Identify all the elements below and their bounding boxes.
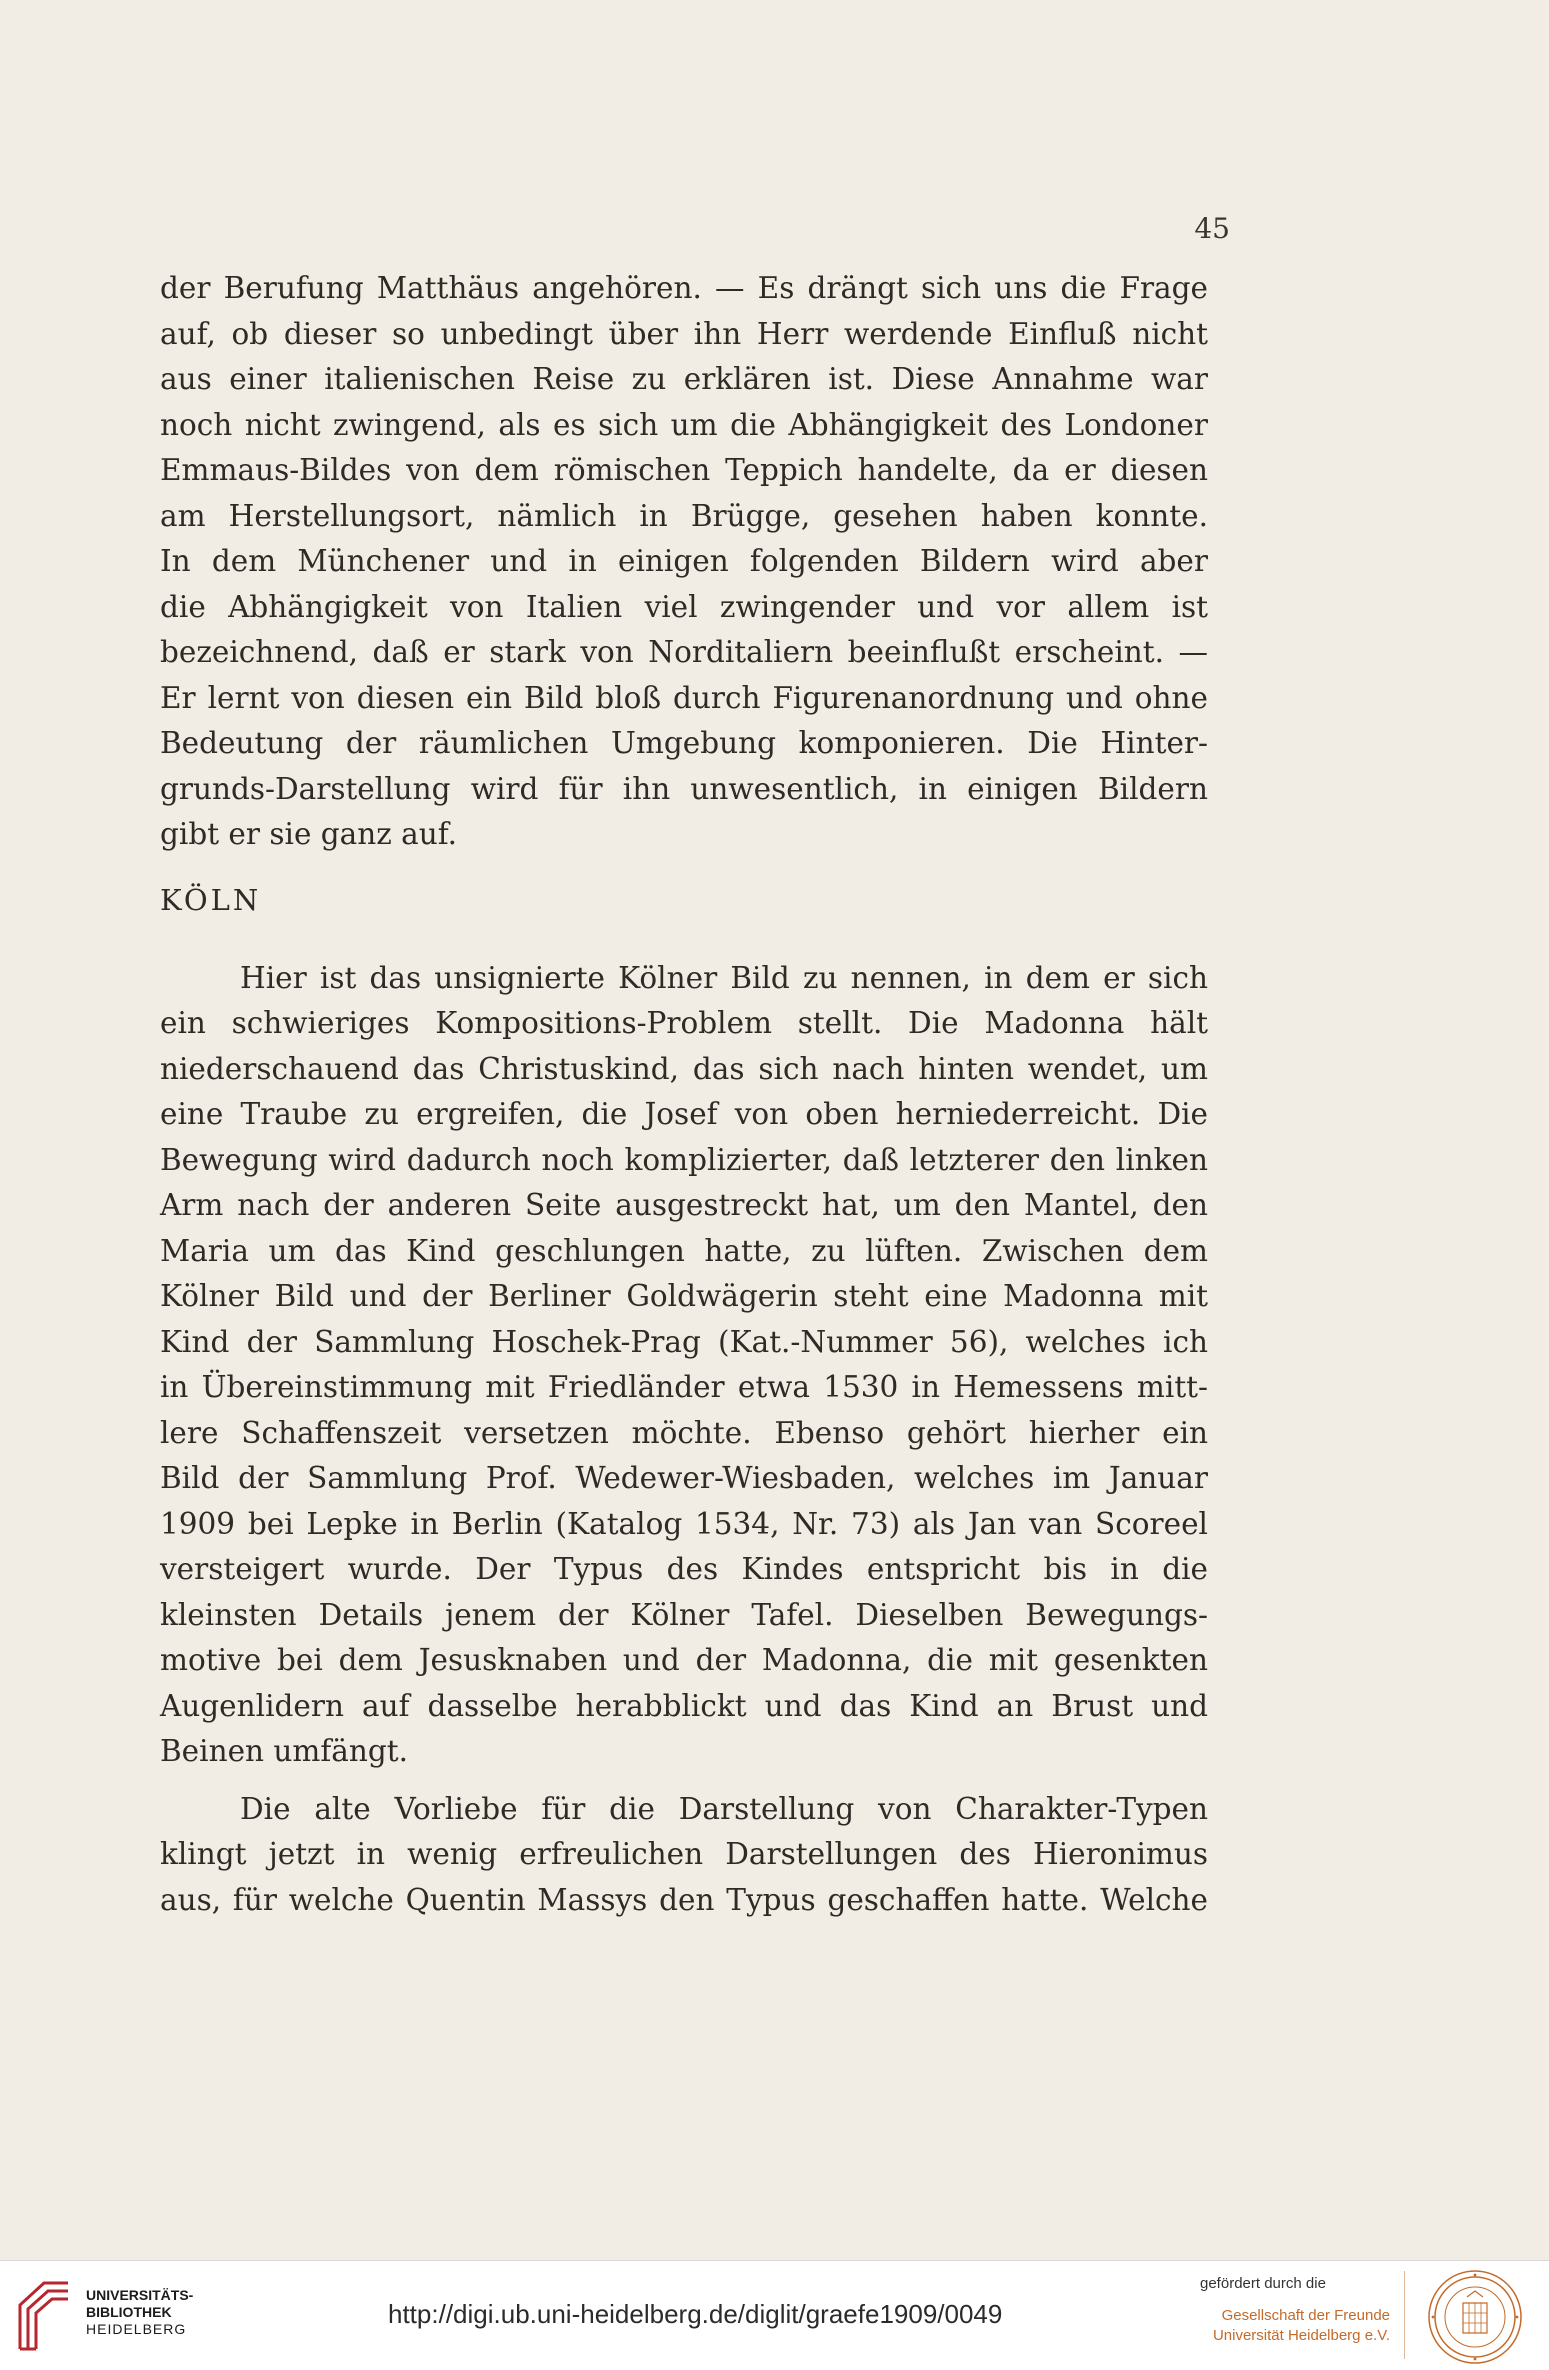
text-line: Bild der Sammlung Prof. Wedewer-Wiesbaden, welches im Januar bbox=[160, 1461, 1208, 1495]
text-line: Kölner Bild und der Berliner Goldwägerin steht eine Madonna mit bbox=[160, 1279, 1208, 1313]
text-line: der Berufung Matthäus angehören. — Es drängt sich uns die Frage bbox=[160, 271, 1208, 305]
library-name-line1: UNIVERSITÄTS- bbox=[86, 2287, 194, 2303]
text-line: niederschauend das Christuskind, das sich nach hinten wendet, um bbox=[160, 1051, 1208, 1086]
page-number: 45 bbox=[1194, 212, 1230, 245]
text-line: ein schwieriges Kompositions-Problem stellt. Die Madonna hält bbox=[160, 1006, 1208, 1040]
sponsor-name-line1: Gesellschaft der Freunde bbox=[1221, 2307, 1390, 2324]
text-line: aus einer italienischen Reise zu erklären ist. Diese Annahme war bbox=[160, 362, 1208, 396]
sponsor-name-line2: Universität Heidelberg e.V. bbox=[1212, 2327, 1390, 2344]
text-line: versteigert wurde. Der Typus des Kindes entspricht bis in die bbox=[160, 1552, 1208, 1586]
text-line: In dem Münchener und in einigen folgenden Bildern wird aber bbox=[160, 544, 1208, 578]
text-line: die Abhängigkeit von Italien viel zwingender und vor allem ist bbox=[160, 589, 1208, 624]
text-line: motive bei dem Jesusknaben und der Madonna, die mit gesenkten bbox=[160, 1643, 1208, 1677]
text-line: am Herstellungsort, nämlich in Brügge, gesehen haben konnte. bbox=[160, 498, 1208, 533]
permalink-url[interactable]: http://digi.ub.uni-heidelberg.de/diglit/graefe1909/0049 bbox=[388, 2299, 1003, 2329]
text-line: klingt jetzt in wenig erfreulichen Darstellungen des Hieronimus bbox=[160, 1837, 1208, 1871]
text-line: bezeichnend, daß er stark von Norditaliern beeinflußt erscheint. — bbox=[160, 635, 1208, 669]
text-line: Maria um das Kind geschlungen hatte, zu lüften. Zwischen dem bbox=[160, 1233, 1208, 1268]
text-line: noch nicht zwingend, als es sich um die Abhängigkeit des Londoner bbox=[160, 407, 1208, 442]
text-line: Er lernt von diesen ein Bild bloß durch Figurenanordnung und ohne bbox=[160, 680, 1208, 715]
footer-divider bbox=[1404, 2271, 1405, 2359]
text-line: kleinsten Details jenem der Kölner Tafel. Dieselben Bewegungs- bbox=[160, 1597, 1208, 1632]
text-line: Emmaus-Bildes von dem römischen Teppich handelte, da er diesen bbox=[160, 453, 1208, 487]
text-line: aus, für welche Quentin Massys den Typus geschaffen hatte. Welche bbox=[160, 1882, 1208, 1917]
text-line: Bewegung wird dadurch noch komplizierter, daß letzterer den linken bbox=[160, 1142, 1208, 1177]
sponsor-label: gefördert durch die bbox=[1200, 2275, 1326, 2292]
sponsor-block bbox=[1190, 2275, 1390, 2346]
text-line: in Übereinstimmung mit Friedländer etwa 1530 in Hemessens mitt- bbox=[160, 1370, 1208, 1404]
library-name-line3: HEIDELBERG bbox=[86, 2321, 187, 2337]
footer-bar bbox=[0, 2260, 1549, 2370]
paragraph-1 bbox=[160, 266, 1208, 858]
section-heading: KÖLN bbox=[160, 882, 262, 917]
text-line: eine Traube zu ergreifen, die Josef von oben herniederreicht. Die bbox=[160, 1097, 1208, 1131]
text-line: 1909 bei Lepke in Berlin (Katalog 1534, Nr. 73) als Jan van Scoreel bbox=[160, 1506, 1208, 1541]
body-text bbox=[160, 266, 1208, 1923]
text-line: Augenlidern auf dasselbe herabblickt und das Kind an Brust und bbox=[160, 1688, 1208, 1723]
text-line: Arm nach der anderen Seite ausgestreckt hat, um den Mantel, den bbox=[160, 1188, 1208, 1222]
text-line: grunds-Darstellung wird für ihn unwesentlich, in einigen Bildern bbox=[160, 771, 1208, 806]
university-seal-icon bbox=[1425, 2267, 1525, 2367]
text-line: Hier ist das unsignierte Kölner Bild zu nennen, in dem er sich bbox=[240, 960, 1208, 995]
text-line: Die alte Vorliebe für die Darstellung von Charakter-Typen bbox=[240, 1791, 1208, 1826]
text-line: lere Schaffenszeit versetzen möchte. Ebenso gehört hierher ein bbox=[160, 1415, 1208, 1450]
text-line: gibt er sie ganz auf. bbox=[160, 817, 458, 851]
text-line: Beinen umfängt. bbox=[160, 1734, 408, 1768]
text-line: auf, ob dieser so unbedingt über ihn Herr werdende Einfluß nicht bbox=[160, 316, 1208, 351]
library-name bbox=[86, 2287, 193, 2338]
university-library-logo-icon bbox=[14, 2275, 76, 2355]
text-line: Kind der Sammlung Hoschek-Prag (Kat.-Nummer 56), welches ich bbox=[160, 1324, 1208, 1359]
library-name-line2: BIBLIOTHEK bbox=[86, 2304, 172, 2320]
text-line: Bedeutung der räumlichen Umgebung komponieren. Die Hinter- bbox=[160, 726, 1208, 760]
paragraph-2 bbox=[160, 956, 1208, 1775]
paragraph-3 bbox=[160, 1787, 1208, 1924]
